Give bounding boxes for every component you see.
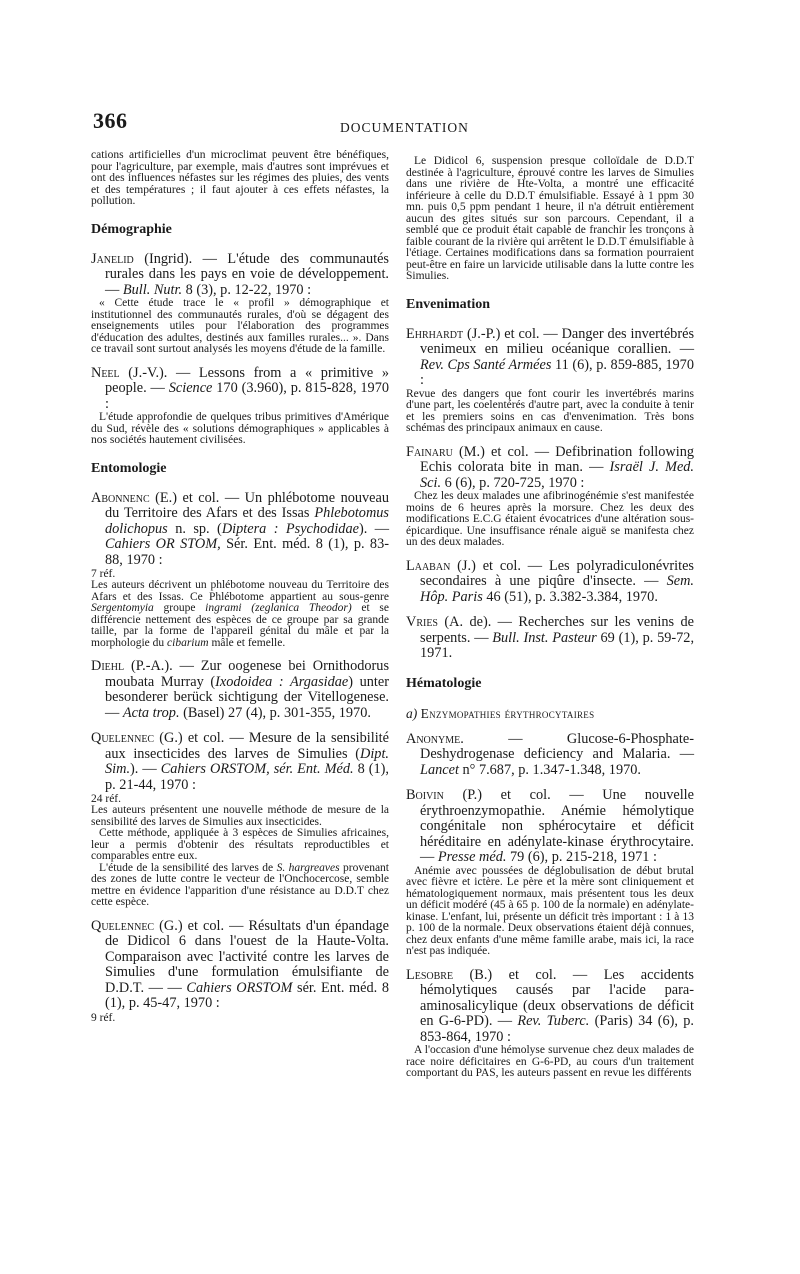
abstract: L'étude approfondie de quelques tribus primitives d'Amérique du Sud, révèle des « solutions démographiques » applicables à nos sociétés hautement civilisées. — [91, 411, 389, 446]
ref-count: 7 réf. — [91, 568, 116, 580]
didicol-paragraph: Le Didicol 6, suspension presque colloïdale de D.D.T destinée à l'agriculture, éprouvé contre les larves de Simulies dans une rivière de Hte-Volta, a montré une efficacité inférieure à celle du D.D.T émulsifiable. Essayé à 1 ppm 30 mn. puis 0,5 ppm pendant 1 heure, il n'a détruit entièrement aucun des gites situés sur son parcours. Cependant, il a semblé que ce produit était capable de franchir les tronçons à faible courant de la rivière qui arrêtent le D.D.T émulsifiable à l'étiage. Certaines modifications dans sa formation pourraient peut-être en faire un larvicide utilisable dans la lutte contre les Simulies. — [406, 155, 694, 282]
entry-text: (B.) et col. — Les accidents hémolytiques causés par l'acide para-aminosalicylique (deux observations de déficit en G-6-PD). — — [420, 966, 694, 1029]
abstract: Anémie avec poussées de déglobulisation de début brutal avec fièvre et ictère. Le père et la mère sont cliniquement et hématologiquement normaux, mais présentent tous les deux un déficit modéré (45 à 65 p. 100 de la normale) en adénylate-kinase. L'enfant, lui, présente un déficit très important : 1 à 13 p. 100 de la normale. Deux observations étaient déjà connues, chez deux enfants d'une même famille arabe, mais ici, la race n'est pas indiquée. — [406, 864, 694, 957]
abstract-italic: Sergentomyia — [91, 602, 154, 614]
journal: Lancet — [420, 761, 459, 778]
citation: n° 7.687, p. 1.347-1.348, 1970. — [462, 761, 641, 778]
section-title-envenimation: Envenimation — [406, 296, 491, 312]
entry-laaban — [406, 559, 694, 606]
entry-text: (E.) et col. — Un phlébotome nouveau du Territoire des Afars et des Issas — [105, 489, 389, 521]
abstract: A l'occasion d'une hémolyse survenue chez deux malades de race noire déficitaires en G-6-PD, au cours d'un traitement comportant du PAS, les auteurs passent en revue les différents — [406, 1044, 694, 1079]
section-title-entomologie: Entomologie — [91, 460, 167, 476]
entry-text: (J.-V.). — Lessons from a « primitive » people. — — [105, 364, 390, 396]
subsection-title — [406, 706, 694, 722]
entry-neel — [91, 366, 389, 447]
author: Laaban — [406, 557, 451, 574]
subsection-text: Enzymopathies érythrocytaires — [420, 705, 595, 721]
abstract: « Cette étude trace le « profil » démographique et institutionnel des communautés rurales, d'où se dégagent des enseignements utiles pour l'élaboration des programmes d'éducation des adultes, destinés aux familles rurales... ». Dans ce travail sont surtout analysés les moyens d'étude de la famille. — [91, 297, 389, 355]
author: Lesobre — [406, 966, 454, 983]
citation: (Paris) 34 (6), p. 853-864, 1970 : — [420, 1013, 694, 1045]
journal: Sem. Hôp. Paris — [420, 573, 694, 605]
entry-text: (M.) et col. — Defibrination following Echis colorata bite in man. — — [420, 443, 695, 475]
entry-text: (G.) et col. — Mesure de la sensibilité aux insecticides des larves de Simulies ( — [105, 730, 390, 762]
entry-text: ). — — [130, 761, 157, 777]
citation: 79 (6), p. 215-218, 1971 : — [510, 849, 657, 865]
subsection-label: a) — [406, 705, 418, 721]
entry-janelid — [91, 252, 389, 356]
citation: 46 (51), p. 3.382-3.384, 1970. — [486, 588, 658, 605]
abstract — [91, 863, 389, 909]
citation: 8 (1), p. 21-44, 1970 : — [105, 761, 389, 793]
author: Diehl — [91, 658, 125, 674]
abstract: Revue des dangers que font courir les invertébrés marins d'une part, les coelentérés d'autre part, avec la conduite à tenir et les premiers soins en cas d'envenimation. Très bons schémas des principaux animaux en cause. — [406, 387, 694, 434]
citation: 6 (6), p. 720-725, 1970 : — [444, 474, 585, 491]
abstract-text: L'étude de la sensibilité des larves de — [99, 861, 274, 874]
abstract-italic: ingrami (zeglanica Theodor) — [205, 602, 352, 614]
citation: 11 (6), p. 859-885, 1970 : — [420, 356, 694, 388]
entry-diehl — [91, 659, 389, 721]
journal: Rev. Cps Santé Armées — [420, 356, 552, 373]
abstract-text: provenant des zones de lutte contre le vecteur de l'Onchocercose, semble mettre en évidence l'apparition d'une résistance au D.D.T chez cette espèce. — [91, 861, 389, 908]
entry-text: ). — — [358, 520, 390, 537]
taxon: Dipt. Sim. — [105, 745, 389, 777]
right-column — [406, 156, 694, 1090]
author: Neel — [91, 364, 120, 381]
citation: 69 (1), p. 59-72, 1971. — [420, 629, 695, 661]
species: Phlebotomus dolichopus — [105, 505, 389, 537]
abstract-italic: cibarium — [167, 636, 209, 649]
abstract-text: Les auteurs décrivent un phlébotome nouveau du Territoire des Afars et des Issas. Ce Phlébotome appartient au sous-genre — [91, 579, 389, 603]
left-column — [91, 150, 389, 1034]
journal: Rev. Tuberc. — [517, 1013, 590, 1029]
entry-text: — Glucose-6-Phosphate-Deshydrogenase deficiency and Malaria. — — [420, 730, 694, 762]
running-title: DOCUMENTATION — [340, 120, 469, 135]
entry-ehrhardt — [406, 327, 694, 435]
taxon: Ixodoidea : Argasidae — [215, 673, 349, 690]
abstract-text: et se différencie nettement des espèces de ce groupe par sa grande taille, par la forme de l'appareil génital du mâle et par la morphologie du — [91, 602, 389, 649]
journal: Israël J. Med. Sci. — [420, 459, 695, 491]
abstract: Les auteurs présentent une nouvelle méthode de mesure de la sensibilité des larves de Simulies aux insecticides. — [91, 804, 389, 828]
abstract-text: groupe — [163, 602, 196, 614]
journal: Cahiers OR STOM, — [105, 536, 221, 552]
entry-vries — [406, 615, 694, 662]
entry-fainaru — [406, 445, 694, 549]
author: Boivin — [406, 787, 444, 803]
entry-text: ) unter besonderer berück sichtigung der Vitellogenese. — — [105, 673, 390, 721]
author: Anonyme. — [406, 730, 464, 747]
entry-text: n. sp. ( — [175, 520, 222, 537]
entry-quelennec-2 — [91, 919, 389, 1024]
page-number: 366 — [93, 108, 128, 133]
journal: Science — [168, 380, 213, 396]
abstract — [91, 580, 389, 649]
journal: Cahiers ORSTOM — [186, 979, 293, 996]
author: Abonnenc — [91, 489, 150, 506]
entry-text: (P.) et col. — Une nouvelle érythroenzymopathie. Anémie hémolytique congénitale non sphérocytaire et déficit héréditaire en adénylate-kinase érythrocytaire. — — [420, 787, 695, 865]
entry-text: (J.-P.) et col. — Danger des invertébrés venimeux en milieu océanique corallien. — — [420, 325, 695, 357]
citation: 170 (3.960), p. 815-828, 1970 : — [105, 380, 389, 412]
entry-text: (Ingrid). — L'étude des communautés rurales dans les pays en voie de développement. — — [105, 250, 389, 298]
abstract-italic: S. hargreaves — [276, 861, 340, 874]
entry-lesobre — [406, 968, 694, 1080]
author: Quelennec — [91, 917, 155, 934]
entry-text: (G.) et col. — Résultats d'un épandage de Didicol 6 dans l'ouest de la Haute-Volta. Comparaison avec l'activité contre les larves de Simulies d'une formulation émulsifiante de D.D.T. — — — [105, 917, 389, 996]
ref-count: 9 réf. — [91, 1011, 116, 1024]
journal: Bull. Nutr. — [122, 281, 183, 298]
journal: Bull. Inst. Pasteur — [492, 629, 597, 646]
entry-text: (P.-A.). — Zur oogenese bei Ornithodorus moubata Murray ( — [105, 658, 390, 690]
abstract: Chez les deux malades une afibrinogénémie s'est manifestée moins de 6 heures après la morsure. Chez les deux des modifications E.C.G étaient évocatrices d'une altération sous-épicardique. Une insuffisance rénale aiguë se manifesta chez un des deux malades. — [406, 490, 694, 548]
author: Vries — [406, 614, 438, 630]
entry-quelennec-1 — [91, 731, 389, 909]
abstract-text: mâle et femelle. — [211, 636, 286, 649]
intro-paragraph: cations artificielles d'un microclimat peuvent être bénéfiques, pour l'agriculture, par exemple, mais d'autres sont imprévues et ont des influences néfastes sur les régimes des pluies, des vents et des températures ; il faut ajouter à ces effets néfastes, la pollution. — [91, 149, 389, 207]
citation: Sér. Ent. méd. 8 (1), p. 83-88, 1970 : — [105, 536, 389, 568]
journal: Acta trop. — [122, 704, 180, 721]
citation: sér. Ent. méd. 8 (1), p. 45-47, 1970 : — [105, 979, 389, 1011]
section-title-demographie: Démographie — [91, 221, 172, 237]
entry-boivin — [406, 788, 694, 958]
author: Fainaru — [406, 443, 453, 460]
author: Quelennec — [91, 730, 155, 746]
author: Ehrhardt — [406, 325, 464, 342]
ref-count: 24 réf. — [91, 793, 122, 805]
journal: Presse méd. — [437, 849, 507, 865]
entry-abonnenc — [91, 491, 389, 650]
citation: 8 (3), p. 12-22, 1970 : — [185, 281, 312, 298]
taxon: Diptera : Psychodidae — [221, 520, 359, 537]
section-title-hematologie: Hématologie — [406, 675, 482, 691]
entry-text: (A. de). — Recherches sur les venins de serpents. — — [420, 614, 695, 646]
entry-text: (J.) et col. — Les polyradiculonévrites secondaires à une piqûre d'insecte. — — [420, 557, 694, 589]
entry-anonyme — [406, 732, 694, 779]
citation: (Basel) 27 (4), p. 301-355, 1970. — [183, 704, 371, 721]
journal: Cahiers ORSTOM, sér. Ent. Méd. — [160, 761, 354, 777]
author: Janelid — [91, 250, 134, 267]
abstract: Cette méthode, appliquée à 3 espèces de Simulies africaines, leur a permis d'obtenir des résultats reproductibles et comparables entre eux. — [91, 827, 389, 862]
